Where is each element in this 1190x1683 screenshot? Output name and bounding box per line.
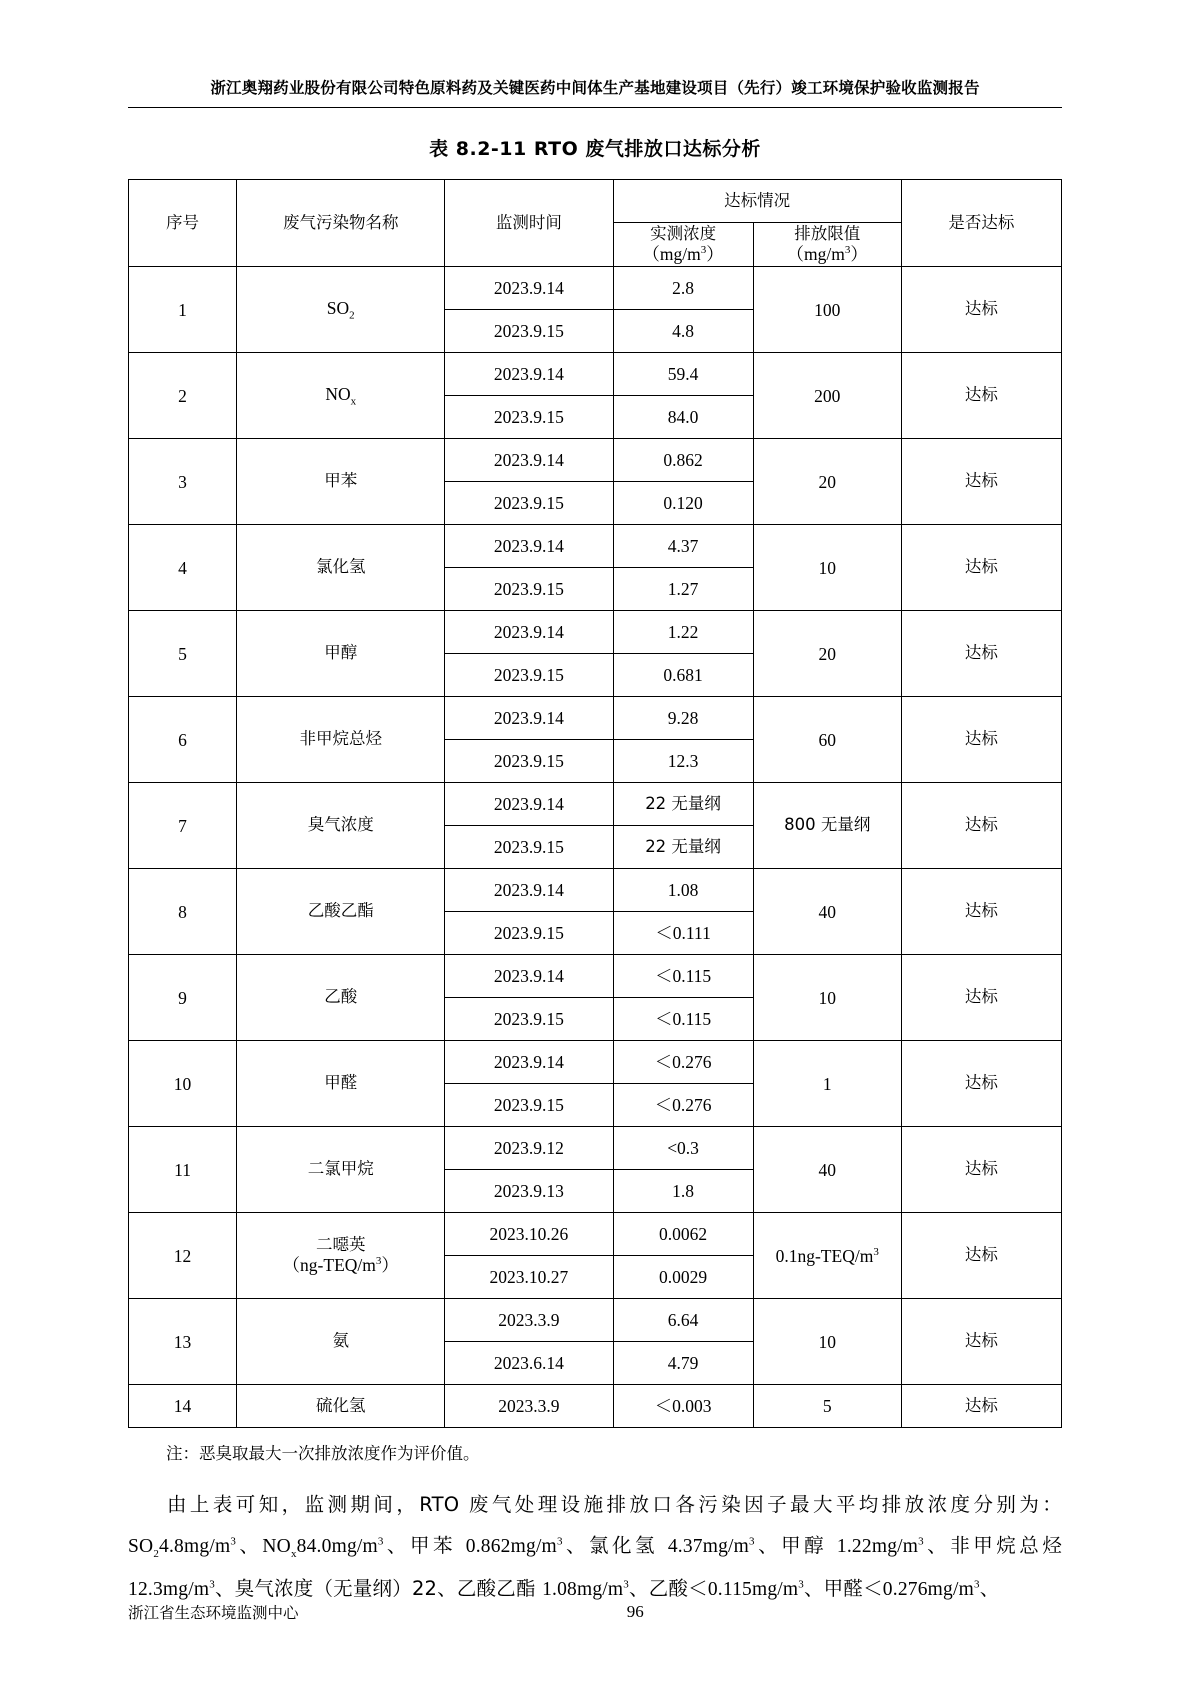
cell-index: 11 xyxy=(129,1127,237,1213)
rto-emission-compliance-table xyxy=(128,179,1062,1428)
cell-time: 2023.9.14 xyxy=(445,267,613,310)
cell-pollutant: $SO_2$ xyxy=(237,267,445,353)
cell-pollutant xyxy=(237,1213,445,1299)
cell-time: 2023.9.14 xyxy=(445,697,613,740)
cell-index: 14 xyxy=(129,1385,237,1428)
cell-pollutant: 氯化氢 xyxy=(237,525,445,611)
footer-page-number: 96 xyxy=(626,1602,644,1621)
cell-time: 2023.9.15 xyxy=(445,654,613,697)
cell-value: 84.0 xyxy=(613,396,753,439)
cell-time: 2023.9.15 xyxy=(445,740,613,783)
cell-value: 1.27 xyxy=(613,568,753,611)
cell-index: 4 xyxy=(129,525,237,611)
cell-index: 13 xyxy=(129,1299,237,1385)
cell-time: 2023.9.14 xyxy=(445,439,613,482)
cell-limit: 20 xyxy=(753,439,901,525)
cell-compliance: 达标 xyxy=(901,697,1061,783)
body-paragraph: 由上表可知，监测期间，RTO 废气处理设施排放口各污染因子最大平均排放浓度分别为：$SO_24.8mg/m^3$、$NO_x84.0mg/m^3$、甲苯 $0.862mg/m^3$、氯化氢 $4.37mg/m^3$、甲醇 $1.22mg/m^3$、非甲烷总烃 $12.3mg/m^3$、臭气浓度（无量纲）22、乙酸乙酯 $1.08mg/m^3$、乙酸$<0.115mg/m^3$、甲醛$<0.276mg/m^3$、 xyxy=(128,1493,1063,1600)
cell-time: 2023.9.13 xyxy=(445,1170,613,1213)
table-row xyxy=(129,955,1062,998)
col-measured-label: 实测浓度 xyxy=(650,224,717,243)
table-row xyxy=(129,1127,1062,1170)
cell-limit: 40 xyxy=(753,869,901,955)
cell-compliance: 达标 xyxy=(901,611,1061,697)
cell-value: 0.120 xyxy=(613,482,753,525)
table-row xyxy=(129,697,1062,740)
cell-limit: 20 xyxy=(753,611,901,697)
cell-value: 1.22 xyxy=(613,611,753,654)
cell-compliance: 达标 xyxy=(901,353,1061,439)
cell-limit: 10 xyxy=(753,955,901,1041)
cell-limit: 60 xyxy=(753,697,901,783)
table-row xyxy=(129,353,1062,396)
cell-value: 4.8 xyxy=(613,310,753,353)
cell-limit: 10 xyxy=(753,1299,901,1385)
cell-limit: 100 xyxy=(753,267,901,353)
cell-value: ＜0.003 xyxy=(613,1385,753,1428)
table-row xyxy=(129,783,1062,826)
cell-compliance: 达标 xyxy=(901,1213,1061,1299)
table-title: 表 8.2-11 RTO 废气排放口达标分析 xyxy=(429,138,761,160)
cell-limit: 200 xyxy=(753,353,901,439)
cell-time: 2023.9.14 xyxy=(445,1041,613,1084)
cell-index: 10 xyxy=(129,1041,237,1127)
cell-index: 8 xyxy=(129,869,237,955)
cell-time: 2023.9.14 xyxy=(445,955,613,998)
header-divider xyxy=(128,107,1062,108)
cell-value: 4.37 xyxy=(613,525,753,568)
cell-limit: 10 xyxy=(753,525,901,611)
cell-time: 2023.9.14 xyxy=(445,869,613,912)
cell-value: 22 无量纲 xyxy=(613,826,753,869)
cell-compliance: 达标 xyxy=(901,1041,1061,1127)
cell-limit: 5 xyxy=(753,1385,901,1428)
cell-pollutant: 非甲烷总烃 xyxy=(237,697,445,783)
col-limit-label: 排放限值 xyxy=(794,224,861,243)
table-row xyxy=(129,267,1062,310)
cell-time: 2023.9.14 xyxy=(445,611,613,654)
cell-compliance: 达标 xyxy=(901,439,1061,525)
page-footer xyxy=(0,1601,1190,1623)
cell-time: 2023.9.15 xyxy=(445,310,613,353)
cell-compliance: 达标 xyxy=(901,1299,1061,1385)
cell-value: 12.3 xyxy=(613,740,753,783)
table-row xyxy=(129,439,1062,482)
cell-limit: 800 无量纲 xyxy=(753,783,901,869)
cell-value: 59.4 xyxy=(613,353,753,396)
cell-index: 6 xyxy=(129,697,237,783)
cell-value: 9.28 xyxy=(613,697,753,740)
table-body xyxy=(129,267,1062,1428)
cell-pollutant-unit: $(ng-TEQ/m^3)$ xyxy=(282,1255,399,1276)
cell-time: 2023.9.15 xyxy=(445,1084,613,1127)
cell-value: 0.862 xyxy=(613,439,753,482)
cell-limit: $0.1ng-TEQ/m^3$ xyxy=(753,1213,901,1299)
cell-pollutant-name: 二噁英 xyxy=(315,1235,366,1255)
cell-pollutant: 乙酸 xyxy=(237,955,445,1041)
cell-value: 1.08 xyxy=(613,869,753,912)
col-compliance: 是否达标 xyxy=(901,180,1061,267)
cell-time: 2023.9.15 xyxy=(445,912,613,955)
cell-pollutant: 氨 xyxy=(237,1299,445,1385)
cell-value: 0.0062 xyxy=(613,1213,753,1256)
table-row xyxy=(129,525,1062,568)
cell-value: ＜0.276 xyxy=(613,1041,753,1084)
cell-compliance: 达标 xyxy=(901,869,1061,955)
cell-index: 7 xyxy=(129,783,237,869)
cell-pollutant: 二氯甲烷 xyxy=(237,1127,445,1213)
footer-organization: 浙江省生态环境监测中心 xyxy=(128,1604,299,1622)
cell-value: ＜0.115 xyxy=(613,998,753,1041)
cell-time: 2023.9.12 xyxy=(445,1127,613,1170)
col-measured-unit: $(mg/m^3)$ xyxy=(642,243,724,264)
cell-time: 2023.9.15 xyxy=(445,998,613,1041)
cell-index: 3 xyxy=(129,439,237,525)
col-pollutant: 废气污染物名称 xyxy=(237,180,445,267)
cell-time: 2023.10.27 xyxy=(445,1256,613,1299)
cell-pollutant: 硫化氢 xyxy=(237,1385,445,1428)
cell-value: 0.681 xyxy=(613,654,753,697)
cell-time: 2023.9.14 xyxy=(445,525,613,568)
cell-pollutant: 乙酸乙酯 xyxy=(237,869,445,955)
cell-index: 5 xyxy=(129,611,237,697)
cell-value: 22 无量纲 xyxy=(613,783,753,826)
cell-index: 9 xyxy=(129,955,237,1041)
table-header-row-1 xyxy=(129,180,1062,223)
cell-index: 12 xyxy=(129,1213,237,1299)
cell-index: 2 xyxy=(129,353,237,439)
cell-value: ＜0.115 xyxy=(613,955,753,998)
cell-limit: 40 xyxy=(753,1127,901,1213)
cell-compliance: 达标 xyxy=(901,1127,1061,1213)
table-row xyxy=(129,869,1062,912)
col-measured xyxy=(613,223,753,267)
cell-compliance: 达标 xyxy=(901,1385,1061,1428)
cell-compliance: 达标 xyxy=(901,955,1061,1041)
table-row xyxy=(129,611,1062,654)
cell-pollutant: 甲苯 xyxy=(237,439,445,525)
cell-time: 2023.9.15 xyxy=(445,396,613,439)
cell-time: 2023.3.9 xyxy=(445,1385,613,1428)
cell-limit: 1 xyxy=(753,1041,901,1127)
cell-pollutant: 甲醛 xyxy=(237,1041,445,1127)
col-group-compliance: 达标情况 xyxy=(613,180,901,223)
cell-value: 6.64 xyxy=(613,1299,753,1342)
cell-pollutant: 臭气浓度 xyxy=(237,783,445,869)
cell-time: 2023.9.15 xyxy=(445,568,613,611)
cell-value: 2.8 xyxy=(613,267,753,310)
cell-pollutant: $NO_x$ xyxy=(237,353,445,439)
cell-time: 2023.10.26 xyxy=(445,1213,613,1256)
col-index: 序号 xyxy=(129,180,237,267)
cell-value: ＜0.111 xyxy=(613,912,753,955)
table-row xyxy=(129,1385,1062,1428)
cell-pollutant: 甲醇 xyxy=(237,611,445,697)
table-row xyxy=(129,1041,1062,1084)
col-monitor-time: 监测时间 xyxy=(445,180,613,267)
cell-time: 2023.3.9 xyxy=(445,1299,613,1342)
cell-time: 2023.6.14 xyxy=(445,1342,613,1385)
cell-time: 2023.9.14 xyxy=(445,353,613,396)
cell-value: <0.3 xyxy=(613,1127,753,1170)
cell-value: 1.8 xyxy=(613,1170,753,1213)
col-limit-unit: $(mg/m^3)$ xyxy=(786,243,868,264)
cell-time: 2023.9.14 xyxy=(445,783,613,826)
cell-index: 1 xyxy=(129,267,237,353)
cell-value: 0.0029 xyxy=(613,1256,753,1299)
table-row xyxy=(129,1299,1062,1342)
cell-compliance: 达标 xyxy=(901,525,1061,611)
cell-time: 2023.9.15 xyxy=(445,826,613,869)
cell-compliance: 达标 xyxy=(901,783,1061,869)
cell-compliance: 达标 xyxy=(901,267,1061,353)
col-limit xyxy=(753,223,901,267)
cell-value: 4.79 xyxy=(613,1342,753,1385)
table-row xyxy=(129,1213,1062,1256)
running-header: 浙江奥翔药业股份有限公司特色原料药及关键医药中间体生产基地建设项目（先行）竣工环境保护验收监测报告 xyxy=(210,79,980,97)
cell-time: 2023.9.15 xyxy=(445,482,613,525)
table-note: 注：恶臭取最大一次排放浓度作为评价值。 xyxy=(166,1444,480,1464)
cell-value: ＜0.276 xyxy=(613,1084,753,1127)
